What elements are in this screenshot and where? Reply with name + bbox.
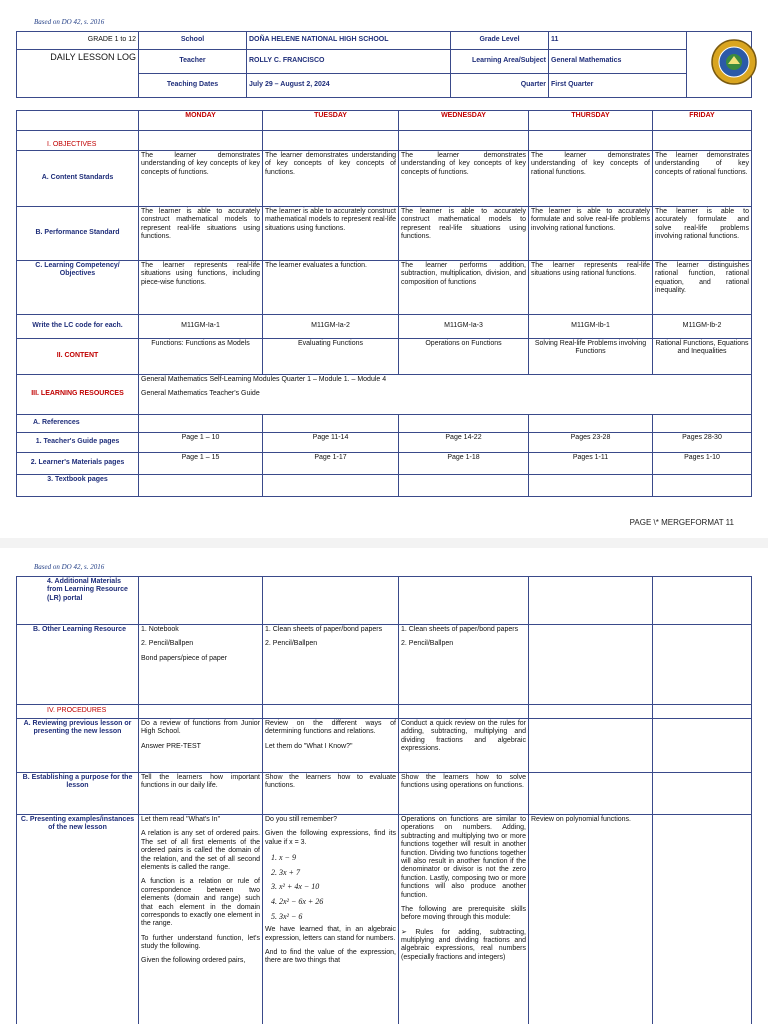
- item-pencil: 2. Pencil/Ballpen: [401, 640, 454, 648]
- content-fri: Rational Functions, Equations and Inequalities: [653, 339, 752, 375]
- day-monday: MONDAY: [139, 111, 263, 131]
- learning-area-label: Learning Area/Subject: [451, 50, 549, 74]
- teaching-dates-label: Teaching Dates: [139, 74, 247, 98]
- lesson-table: [16, 110, 752, 497]
- content-standard-wed: The learner demonstrates understanding of key concepts of key concepts of functions.: [399, 151, 529, 207]
- lm-page-tue: Page 1-17: [263, 453, 399, 475]
- page-footer: PAGE \* MERGEFORMAT 11: [629, 518, 734, 527]
- other-resource-wed: [399, 625, 529, 705]
- performance-standard-label: B. Performance Standard: [17, 207, 139, 261]
- lm-page-fri: Pages 1-10: [653, 453, 752, 475]
- purpose-mon: Tell the learners how important functions in our daily life.: [139, 773, 263, 815]
- present-wed-p1: Operations on functions are similar to operations on numbers. Adding, subtracting and multiplying two or more functions together will result in another function. Dividing two functions together will also result in another function if the denominator or divisor is not the zero function. Lastly, composing two or more functions will also produce another function.: [401, 816, 526, 899]
- present-tue-p4: And to find the value of the expression, there are two things that: [265, 948, 396, 965]
- other-resource-mon: [139, 625, 263, 705]
- present-tue: [263, 815, 399, 1024]
- content-standard-mon: The learner demonstrates understanding of key concepts of key concepts of functions.: [139, 151, 263, 207]
- lc-code-fri: M11GM-Ib-2: [653, 315, 752, 339]
- competency-label: C. Learning Competency/ Objectives: [17, 261, 139, 315]
- lc-code-tue: M11GM-Ia-2: [263, 315, 399, 339]
- review-mon-text: Do a review of functions from Junior High School.: [141, 720, 260, 736]
- content-thu: Solving Real-life Problems involving Functions: [529, 339, 653, 375]
- teacher-label: Teacher: [139, 50, 247, 74]
- day-wednesday: WEDNESDAY: [399, 111, 529, 131]
- item-pencil: 2. Pencil/Ballpen: [265, 640, 318, 648]
- resources-modules: General Mathematics Self-Learning Modules Quarter 1 – Module 1. – Module 4: [141, 376, 387, 383]
- lm-page-thu: Pages 1-11: [529, 453, 653, 475]
- resources-cell: [139, 375, 752, 415]
- objectives-heading: I. OBJECTIVES: [17, 131, 139, 151]
- page-gap: [0, 538, 768, 548]
- day-friday: FRIDAY: [653, 111, 752, 131]
- purpose-label: B. Establishing a purpose for the lesson: [17, 773, 139, 815]
- item-pencil: 2. Pencil/Ballpen: [141, 640, 194, 648]
- lc-code-wed: M11GM-Ia-3: [399, 315, 529, 339]
- reviewing-label: A. Reviewing previous lesson or presenting the new lesson: [17, 719, 139, 773]
- procedures-heading: IV. PROCEDURES: [17, 705, 139, 719]
- corner-cell: [17, 111, 139, 131]
- learning-area-value: General Mathematics: [549, 50, 687, 74]
- content-tue: Evaluating Functions: [263, 339, 399, 375]
- additional-materials-label: 4. Additional Materials from Learning Resource (LR) portal: [17, 577, 139, 625]
- lm-page-wed: Page 1-18: [399, 453, 529, 475]
- content-mon: Functions: Functions as Models: [139, 339, 263, 375]
- header-table: [16, 31, 752, 98]
- presenting-label: C. Presenting examples/instances of the new lesson: [17, 815, 139, 1024]
- present-thu: Review on polynomial functions.: [529, 815, 653, 1024]
- present-wed: [399, 815, 529, 1024]
- resources-heading: III. LEARNING RESOURCES: [17, 375, 139, 415]
- grade-level-label: Grade Level: [451, 32, 549, 50]
- based-on-note: Based on DO 42, s. 2016: [34, 18, 105, 26]
- performance-standard-fri: The learner is able to accurately formulate and solve real-life problems involving rational functions.: [653, 207, 752, 261]
- competency-wed: The learner performs addition, subtraction, multiplication, division, and composition of functions: [399, 261, 529, 315]
- day-tuesday: TUESDAY: [263, 111, 399, 131]
- lm-page-mon: Page 1 – 15: [139, 453, 263, 475]
- other-resource-label: B. Other Learning Resource: [17, 625, 139, 705]
- performance-standard-mon: The learner is able to accurately construct mathematical models to represent real-life situations using functions.: [139, 207, 263, 261]
- content-heading: II. CONTENT: [17, 339, 139, 375]
- review-mon: [139, 719, 263, 773]
- present-mon-p1: Let them read "What's In": [141, 816, 221, 823]
- content-standard-fri: The learner demonstrates understanding of key concepts of rational functions.: [653, 151, 752, 207]
- performance-standard-thu: The learner is able to accurately formulate and solve real-life problems involving rational functions.: [529, 207, 653, 261]
- expression-4: 4. 2x² − 6x + 26: [271, 896, 324, 906]
- content-wed: Operations on Functions: [399, 339, 529, 375]
- item-notebook: 1. Notebook: [141, 626, 179, 633]
- references-label: A. References: [17, 415, 139, 433]
- learners-materials-label: 2. Learner's Materials pages: [17, 453, 139, 475]
- quarter-value: First Quarter: [549, 74, 687, 98]
- performance-standard-tue: The learner is able to accurately construct mathematical models to represent real-life situations using functions.: [263, 207, 399, 261]
- tg-page-tue: Page 11-14: [263, 433, 399, 453]
- textbook-label: 3. Textbook pages: [17, 475, 139, 497]
- purpose-tue: Show the learners how to evaluate functions.: [263, 773, 399, 815]
- present-wed-p3: ➢ Rules for adding, subtracting, multiplying and dividing fractions and algebraic expressions, real numbers (especially fractions and integers): [401, 928, 526, 961]
- grade-level-value: 11: [549, 32, 687, 50]
- present-tue-p1: Do you still remember?: [265, 816, 337, 823]
- quarter-label: Quarter: [451, 74, 549, 98]
- performance-standard-wed: The learner is able to accurately construct mathematical models to represent real-life situations using functions.: [399, 207, 529, 261]
- review-tue: [263, 719, 399, 773]
- present-mon-p4: To further understand function, let's study the following.: [141, 934, 260, 951]
- day-thursday: THURSDAY: [529, 111, 653, 131]
- expression-2: 2. 3x + 7: [271, 867, 300, 877]
- competency-tue: The learner evaluates a function.: [263, 261, 399, 315]
- lc-code-mon: M11GM-Ia-1: [139, 315, 263, 339]
- present-mon-p2: A relation is any set of ordered pairs. The set of all first elements of the ordered pairs is called the domain of the relation, and the set of all second elements is called the range.: [141, 830, 260, 871]
- lc-code-thu: M11GM-Ib-1: [529, 315, 653, 339]
- school-seal-icon: [710, 38, 758, 86]
- school-label: School: [139, 32, 247, 50]
- competency-fri: The learner distinguishes rational function, rational equation, and rational inequality.: [653, 261, 752, 315]
- tg-page-thu: Pages 23-28: [529, 433, 653, 453]
- review-wed: Conduct a quick review on the rules for adding, subtracting, multiplying and dividing fractions and algebraic expressions.: [399, 719, 529, 773]
- review-tue-text: Review on the different ways of determining functions and relations.: [265, 720, 396, 736]
- review-tue-activity: Let them do "What I Know?": [265, 742, 353, 750]
- procedures-table: [16, 576, 752, 1024]
- grade-range: GRADE 1 to 12: [17, 32, 139, 50]
- dll-title: DAILY LESSON LOG: [17, 50, 139, 98]
- present-mon-p3: A function is a relation or rule of correspondence between two elements (domain and range) such that each element in the domain corresponds to exactly one element in the range.: [141, 878, 260, 928]
- item-clean-sheets: 1. Clean sheets of paper/bond papers: [401, 626, 519, 633]
- review-mon-pretest: Answer PRE-TEST: [141, 742, 201, 750]
- tg-page-fri: Pages 28-30: [653, 433, 752, 453]
- expression-5: 5. 3x² − 6: [271, 911, 303, 921]
- school-value: DOÑA HELENE NATIONAL HIGH SCHOOL: [247, 32, 451, 50]
- page-two: [0, 548, 768, 1024]
- present-mon: [139, 815, 263, 1024]
- teacher-value: ROLLY C. FRANCISCO: [247, 50, 451, 74]
- present-wed-p2: The following are prerequisite skills before moving through this module:: [401, 905, 526, 922]
- tg-page-wed: Page 14-22: [399, 433, 529, 453]
- expression-1: 1. x − 9: [271, 853, 296, 863]
- tg-page-mon: Page 1 – 10: [139, 433, 263, 453]
- lc-code-label: Write the LC code for each.: [17, 315, 139, 339]
- item-bond-paper: Bond papers/piece of paper: [141, 654, 228, 662]
- item-clean-sheets: 1. Clean sheets of paper/bond papers: [265, 626, 383, 633]
- content-standard-thu: The learner demonstrates understanding of key concepts of rational functions.: [529, 151, 653, 207]
- present-tue-p3: We have learned that, in an algebraic expression, letters can stand for numbers.: [265, 926, 396, 942]
- purpose-wed: Show the learners how to solve functions using operations on functions.: [399, 773, 529, 815]
- other-resource-tue: [263, 625, 399, 705]
- content-standard-tue: The learner demonstrates understanding of key concepts of key concepts of functions.: [263, 151, 399, 207]
- based-on-note-2: Based on DO 42, s. 2016: [34, 563, 105, 571]
- competency-thu: The learner represents real-life situations using rational functions.: [529, 261, 653, 315]
- content-standards-label: A. Content Standards: [17, 151, 139, 207]
- resources-teachers-guide: General Mathematics Teacher's Guide: [141, 390, 260, 398]
- present-mon-p5: Given the following ordered pairs,: [141, 957, 246, 965]
- present-tue-p2: Given the following expressions, find its value if x = 3.: [265, 830, 396, 846]
- expression-3: 3. x² + 4x − 10: [271, 882, 320, 892]
- teaching-dates-value: July 29 – August 2, 2024: [247, 74, 451, 98]
- competency-mon: The learner represents real-life situations using functions, including piece-wise functions.: [139, 261, 263, 315]
- teachers-guide-label: 1. Teacher's Guide pages: [17, 433, 139, 453]
